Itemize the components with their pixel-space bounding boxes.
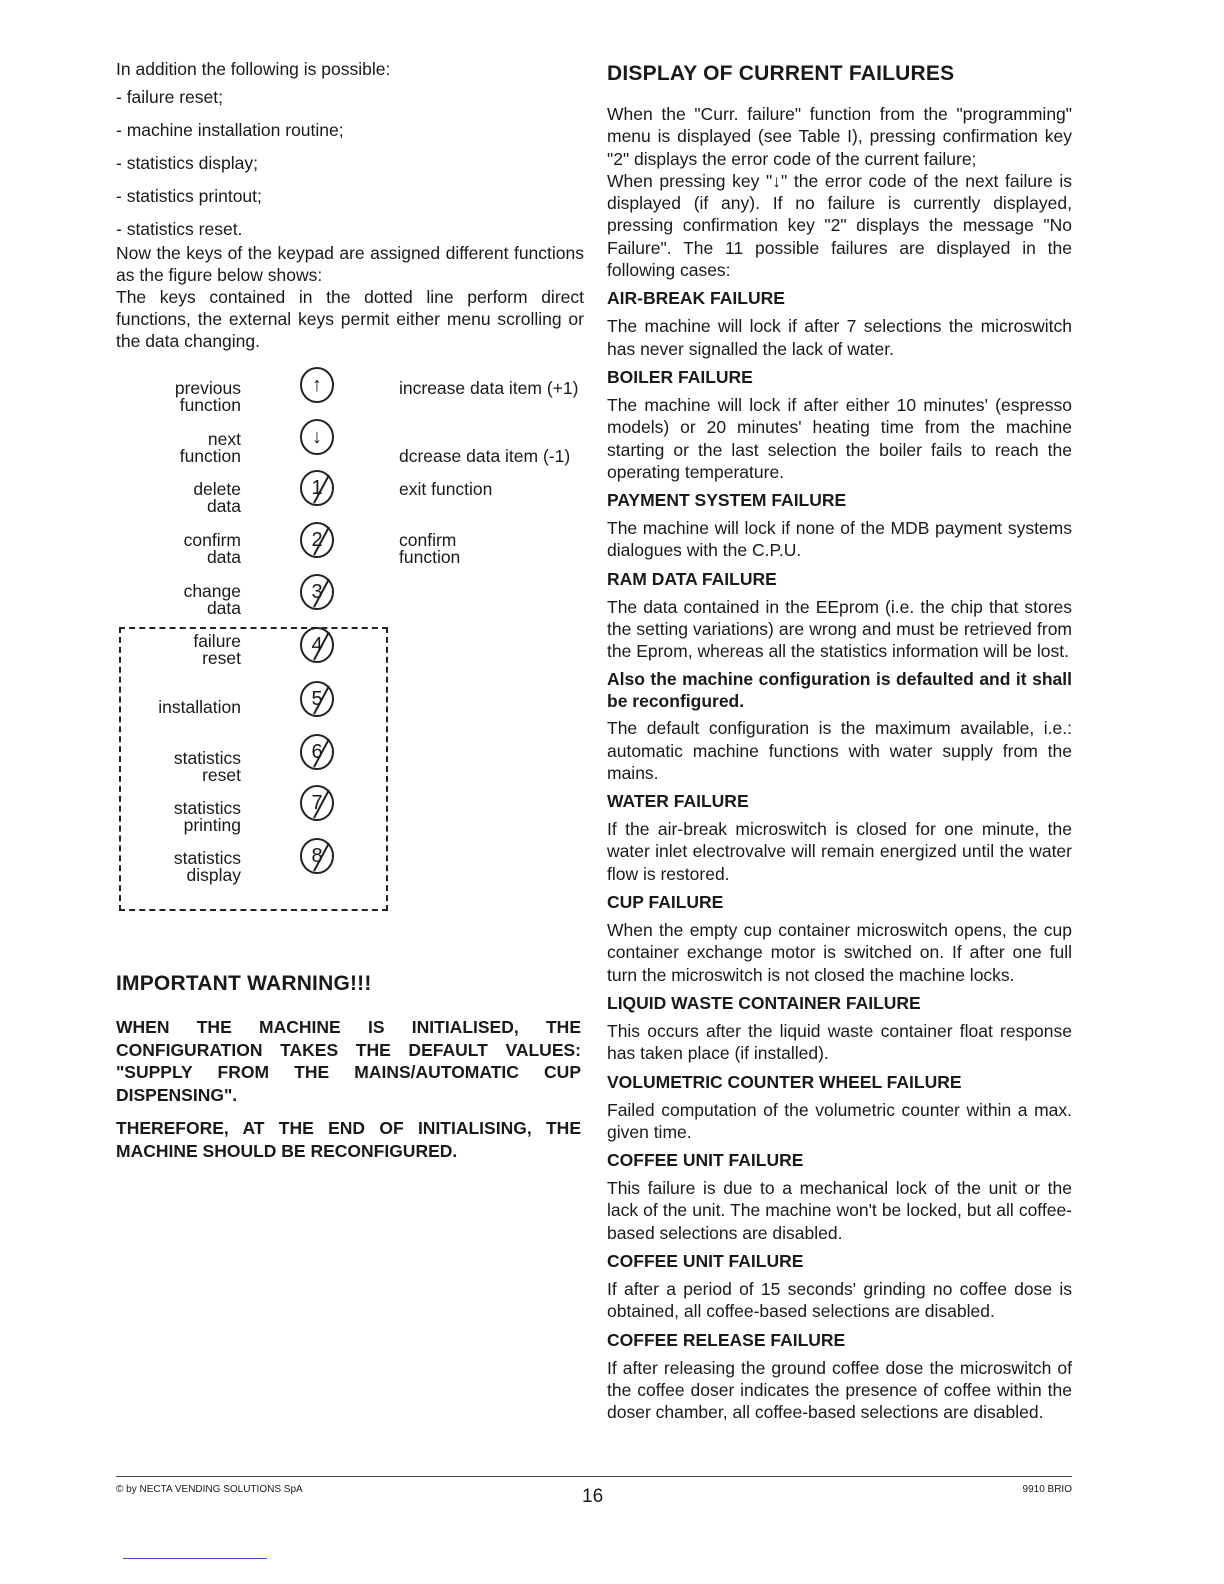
failure-heading: RAM DATA FAILURE (607, 568, 777, 589)
key-label: statistics display (173, 848, 241, 885)
warning-paragraph: WHEN THE MACHINE IS INITIALISED, THE CONFIGURATION TAKES THE DEFAULT VALUES: "SUPPLY FROM THE MAINS/AUTOMATIC CUP DISPENSING". (116, 1017, 581, 1105)
key-3-button[interactable] (298, 573, 336, 611)
failure-heading: COFFEE RELEASE FAILURE (607, 1329, 846, 1350)
key-label: previous function (174, 378, 241, 415)
list-item: - machine installation routine; (116, 120, 344, 140)
warning-paragraph: THEREFORE, AT THE END OF INITIALISING, THE MACHINE SHOULD BE RECONFIGURED. (116, 1118, 581, 1161)
configuration-note: Also the machine configuration is defaulted and it shall be reconfigured. (607, 668, 1072, 711)
key-number: 5 (311, 688, 323, 710)
failure-description: If after a period of 15 seconds' grinding no coffee dose is obtained, all coffee-based selections are disabled. (607, 1278, 1072, 1322)
warning-title: IMPORTANT WARNING!!! (116, 972, 372, 995)
key-number: 1 (311, 477, 323, 499)
list-item: - statistics reset. (116, 219, 243, 239)
key-5-button[interactable] (298, 680, 336, 718)
page-number: 16 (582, 1486, 604, 1507)
arrow-down-icon: ↓ (312, 426, 322, 448)
intro-paragraph: When pressing key "↓" the error code of the next failure is displayed (if any). If no failure is currently displayed, pressing confirmation key "2" displays the message "No Failure". The 11 possible failures are displayed in the following cases: (607, 170, 1072, 281)
failure-heading: CUP FAILURE (607, 892, 724, 913)
failure-description: The machine will lock if after either 10 minutes' (espresso models) or 20 minutes' heating time from the machine starting or the last selection the boiler fails to reach the operating temperature. (607, 394, 1072, 482)
key-number: 4 (311, 634, 323, 656)
failure-description: This failure is due to a mechanical lock of the unit or the lack of the unit. The machine won't be locked, but all coffee-based selections are disabled. (607, 1178, 1072, 1243)
key-number: 2 (311, 529, 323, 551)
key-number: 6 (311, 741, 323, 763)
failure-heading: COFFEE UNIT FAILURE (607, 1150, 804, 1171)
key-8-button[interactable] (298, 837, 336, 875)
failure-description: The machine will lock if after 7 selections the microswitch has never signalled the lack of water. (607, 316, 1072, 359)
failure-description: If after releasing the ground coffee dose the microswitch of the coffee doser indicates the presence of coffee within the doser chamber, all coffee-based selections are disabled. (607, 1357, 1072, 1423)
failure-heading: BOILER FAILURE (607, 366, 753, 387)
dotted-line-paragraph: The keys contained in the dotted line perform direct functions, the external keys permit either menu scrolling or the data changing. (116, 287, 584, 351)
key-label: delete data (193, 479, 241, 516)
key-label: next function (179, 429, 241, 466)
failure-heading: VOLUMETRIC COUNTER WHEEL FAILURE (607, 1071, 962, 1092)
footer-divider (116, 1476, 1072, 1477)
list-item: - failure reset; (116, 87, 223, 107)
failure-description: The data contained in the EEprom (i.e. the chip that stores the setting variations) are wrong and must be retrieved from the Eprom, whereas all the statistics information will be lost. (607, 596, 1072, 662)
left-column (116, 58, 584, 352)
direct-function-dashed-box (119, 627, 388, 911)
key-function: increase data item (+1) (399, 378, 579, 398)
footer-model: 9910 BRIO (1022, 1484, 1072, 1495)
footer-copyright: © by NECTA VENDING SOLUTIONS SpA (116, 1484, 303, 1495)
key-function: dcrease data item (-1) (399, 446, 571, 466)
failure-description: When the empty cup container microswitch opens, the cup container exchange motor is switched on. If after one full turn the microswitch is not closed the machine locks. (607, 920, 1072, 985)
key-label: failure reset (193, 631, 241, 668)
key-6-button[interactable] (298, 733, 336, 771)
failure-heading: AIR-BREAK FAILURE (607, 288, 785, 309)
intro-text: In addition the following is possible: (116, 59, 391, 79)
failure-description: This occurs after the liquid waste container float response has taken place (if installed). (607, 1020, 1072, 1064)
key-number: 7 (311, 792, 323, 814)
key-number: 8 (311, 845, 323, 867)
key-previous-button[interactable] (298, 366, 336, 404)
right-column (607, 58, 1072, 1423)
keypad-figure (116, 362, 596, 922)
decorative-line (123, 1558, 267, 1559)
failure-description: If the air-break microswitch is closed for one minute, the water inlet electrovalve will remain energized until the water flow is restored. (607, 819, 1072, 884)
key-1-button[interactable] (298, 469, 336, 507)
key-2-button[interactable] (298, 521, 336, 559)
keypad-intro-paragraph: Now the keys of the keypad are assigned different functions as the figure below shows: (116, 243, 584, 285)
list-item: - statistics display; (116, 153, 258, 173)
failure-heading: LIQUID WASTE CONTAINER FAILURE (607, 992, 921, 1013)
key-7-button[interactable] (298, 784, 336, 822)
key-label: installation (158, 697, 241, 717)
failure-description: The machine will lock if none of the MDB payment systems dialogues with the C.P.U. (607, 518, 1072, 561)
list-item: - statistics printout; (116, 186, 262, 206)
failure-heading: WATER FAILURE (607, 791, 749, 812)
arrow-up-icon: ↑ (312, 374, 322, 396)
default-config-paragraph: The default configuration is the maximum available, i.e.: automatic machine functions with water supply from the mains. (607, 718, 1072, 783)
feature-list (116, 86, 584, 240)
key-function: exit function (399, 479, 493, 499)
failure-heading: COFFEE UNIT FAILURE (607, 1250, 804, 1271)
key-label: statistics printing (173, 798, 241, 835)
key-4-button[interactable] (298, 626, 336, 664)
section-title: DISPLAY OF CURRENT FAILURES (607, 62, 955, 85)
key-number: 3 (311, 581, 323, 603)
failure-heading: PAYMENT SYSTEM FAILURE (607, 490, 847, 511)
key-label: confirm data (183, 530, 241, 567)
key-label: change data (183, 581, 241, 618)
key-function: confirm function (399, 530, 461, 567)
key-label: statistics reset (173, 748, 241, 785)
warning-block (116, 972, 581, 1173)
failure-description: Failed computation of the volumetric counter within a max. given time. (607, 1099, 1072, 1142)
intro-paragraph: When the "Curr. failure" function from the "programming" menu is displayed (see Table I), pressing confirmation key "2" displays the error code of the current failure; (607, 104, 1072, 169)
key-next-button[interactable] (298, 418, 336, 456)
